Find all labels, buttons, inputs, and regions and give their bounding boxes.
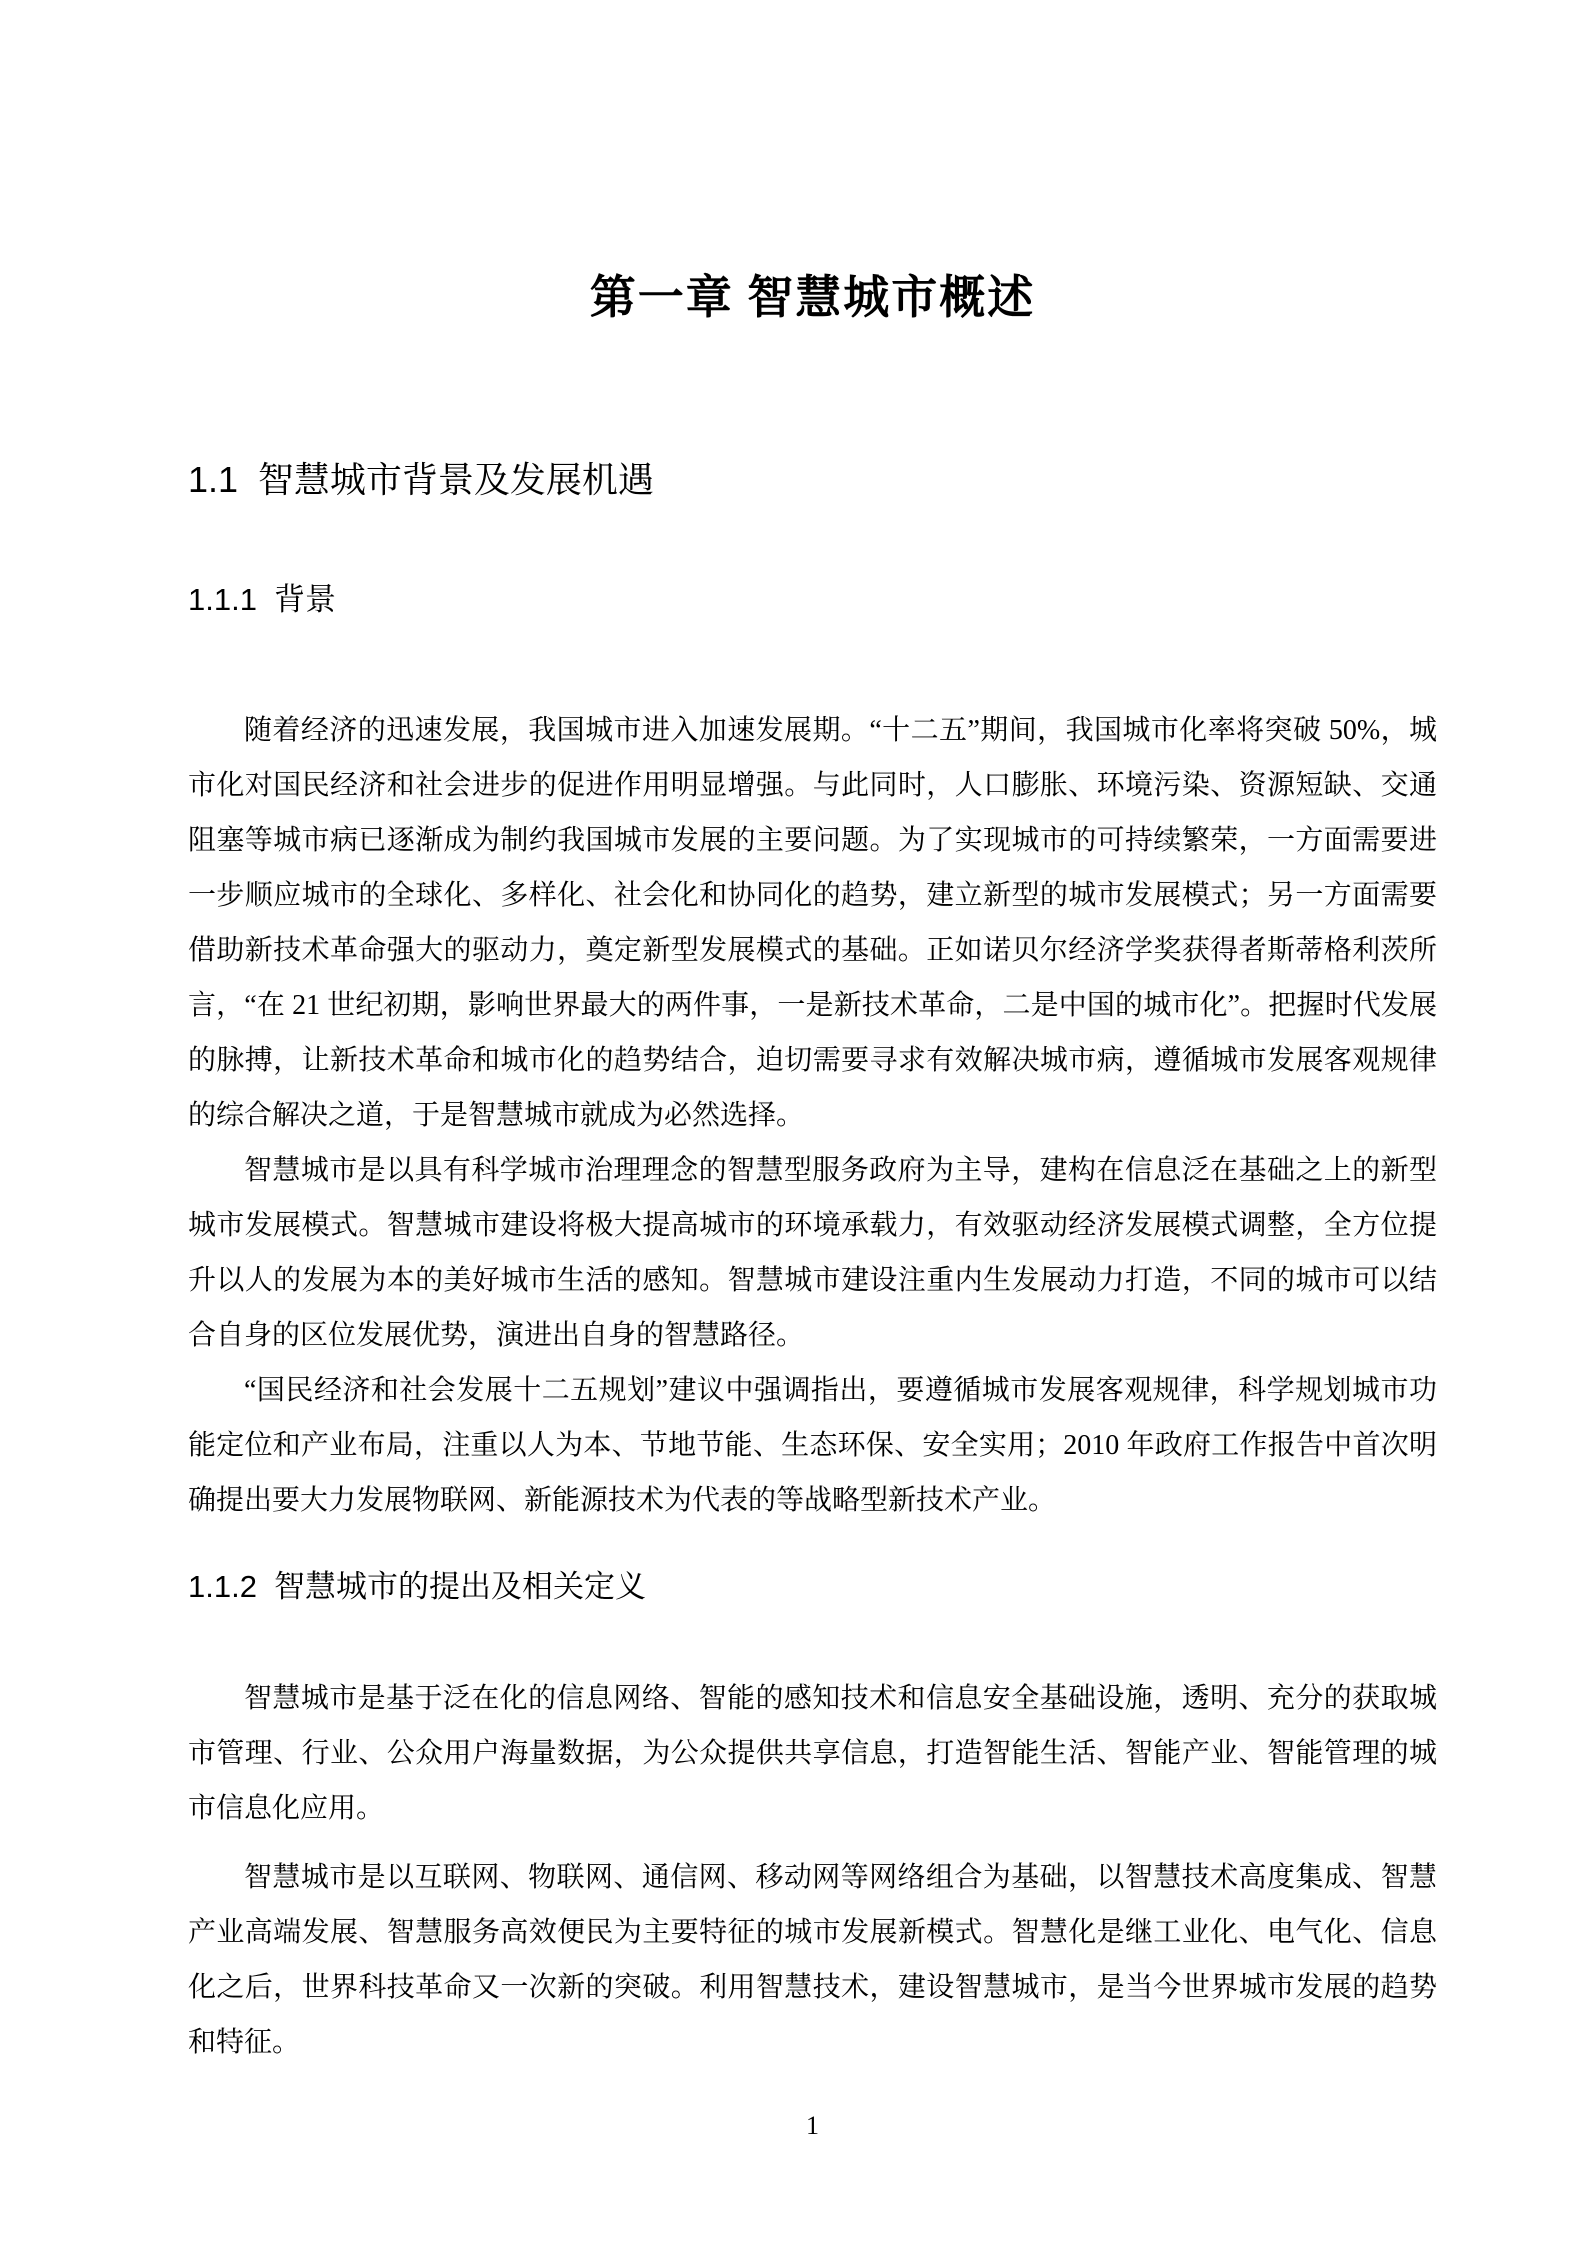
paragraph-background-2: 智慧城市是以具有科学城市治理理念的智慧型服务政府为主导，建构在信息泛在基础之上的新型城市发展模式。智慧城市建设将极大提高城市的环境承载力，有效驱动经济发展模式调整，全方位提升以人的发展为本的美好城市生活的感知。智慧城市建设注重内生发展动力打造，不同的城市可以结合自身的区位发展优势，演进出自身的智慧路径。 <box>188 1155 1437 1351</box>
subsection-heading-1-1-2 <box>188 1568 1437 1605</box>
chapter-title: 第一章 智慧城市概述 <box>589 272 1036 323</box>
subsection-heading-1-1-1 <box>188 581 1437 618</box>
page-number: 1 <box>806 2111 819 2140</box>
section-number: 1.1 <box>188 459 239 500</box>
section-heading-1-1 <box>188 458 1437 502</box>
section-title: 智慧城市背景及发展机遇 <box>257 460 654 500</box>
paragraph-definition-2: 智慧城市是以互联网、物联网、通信网、移动网等网络组合为基础，以智慧技术高度集成、智慧产业高端发展、智慧服务高效便民为主要特征的城市发展新模式。智慧化是继工业化、电气化、信息化之后，世界科技革命又一次新的突破。利用智慧技术，建设智慧城市，是当今世界城市发展的趋势和特征。 <box>188 1862 1437 2058</box>
paragraph-background-1: 随着经济的迅速发展，我国城市进入加速发展期。“十二五”期间，我国城市化率将突破 50%，城市化对国民经济和社会进步的促进作用明显增强。与此同时，人口膨胀、环境污染、资源短缺、交通阻塞等城市病已逐渐成为制约我国城市发展的主要问题。为了实现城市的可持续繁荣，一方面需要进一步顺应城市的全球化、多样化、社会化和协同化的趋势，建立新型的城市发展模式；另一方面需要借助新技术革命强大的驱动力，奠定新型发展模式的基础。正如诺贝尔经济学奖获得者斯蒂格利茨所言，“在 21 世纪初期，影响世界最大的两件事，一是新技术革命，二是中国的城市化”。把握时代发展的脉搏，让新技术革命和城市化的趋势结合，迫切需要寻求有效解决城市病，遵循城市发展客观规律的综合解决之道，于是智慧城市就成为必然选择。 <box>188 715 1437 1131</box>
paragraph-definition-1: 智慧城市是基于泛在化的信息网络、智能的感知技术和信息安全基础设施，透明、充分的获取城市管理、行业、公众用户海量数据，为公众提供共享信息，打造智能生活、智能产业、智能管理的城市信息化应用。 <box>188 1683 1437 1824</box>
subsection-number: 1.1.1 <box>188 582 257 617</box>
subsection-title: 背景 <box>274 582 336 617</box>
subsection-title: 智慧城市的提出及相关定义 <box>274 1569 646 1604</box>
subsection-number: 1.1.2 <box>188 1569 257 1604</box>
paragraph-background-3: “国民经济和社会发展十二五规划”建议中强调指出，要遵循城市发展客观规律，科学规划城市功能定位和产业布局，注重以人为本、节地节能、生态环保、安全实用；2010 年政府工作报告中首次明确提出要大力发展物联网、新能源技术为代表的等战略型新技术产业。 <box>188 1375 1437 1516</box>
